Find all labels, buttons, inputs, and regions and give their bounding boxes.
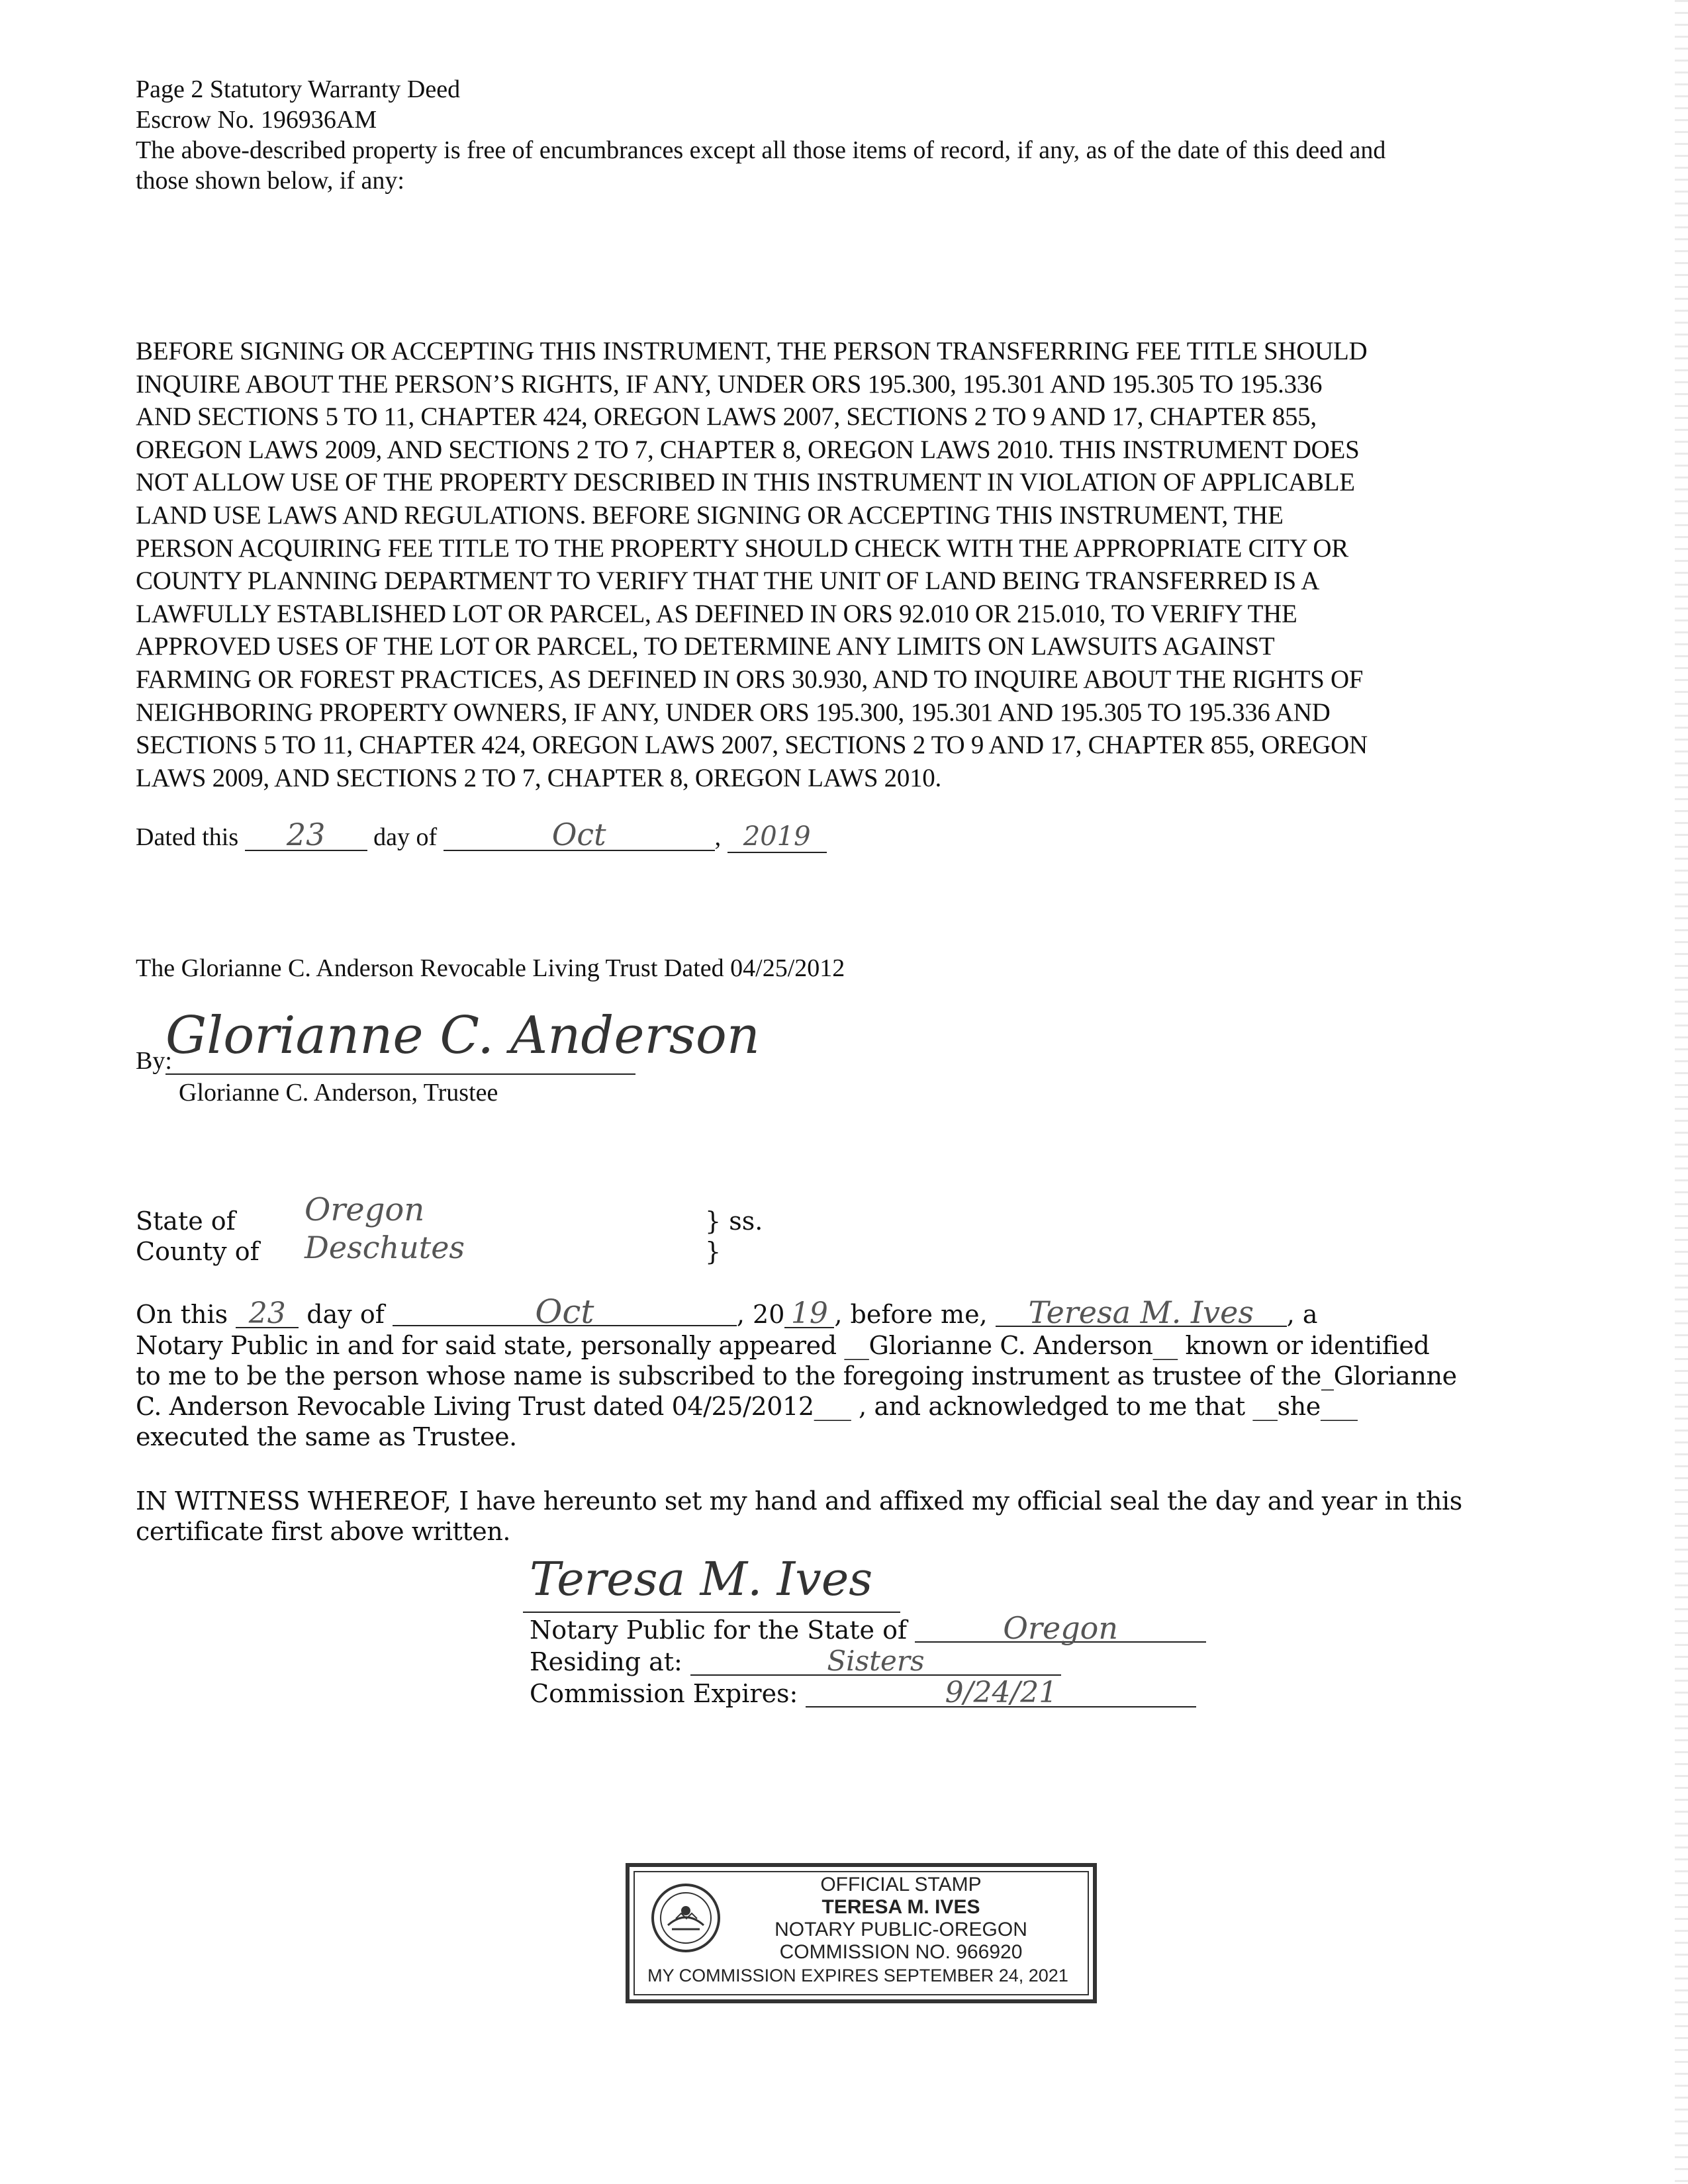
dated-month: Oct bbox=[444, 819, 715, 851]
state-value: Oregon bbox=[305, 1191, 425, 1228]
ss-mark: } ss. bbox=[705, 1206, 763, 1236]
dated-prefix: Dated this bbox=[136, 823, 239, 851]
notary-signature-line bbox=[523, 1612, 900, 1613]
warning-line: PERSON ACQUIRING FEE TITLE TO THE PROPERTY SHOULD CHECK WITH THE APPROPRIATE CITY OR bbox=[136, 533, 1348, 563]
signature-line bbox=[165, 1073, 635, 1075]
notary-public-label: Notary Public for the State of bbox=[530, 1615, 908, 1645]
stamp-text bbox=[729, 1874, 1073, 1964]
expires-label: Commission Expires: bbox=[530, 1679, 798, 1708]
year-prefix: , 20 bbox=[736, 1300, 785, 1329]
notary-day: 23 bbox=[236, 1300, 299, 1328]
warning-line: FARMING OR FOREST PRACTICES, AS DEFINED IN ORS 30.930, AND TO INQUIRE ABOUT THE RIGHTS OF bbox=[136, 664, 1364, 694]
warning-line: LAND USE LAWS AND REGULATIONS. BEFORE SIGNING OR ACCEPTING THIS INSTRUMENT, THE bbox=[136, 500, 1284, 529]
expires-line bbox=[530, 1678, 1196, 1709]
dated-year: 2019 bbox=[727, 821, 827, 853]
dated-comma: , bbox=[714, 823, 722, 851]
brace-mark: } bbox=[705, 1237, 722, 1266]
by-label: By: bbox=[136, 1047, 172, 1075]
notary-public-state: Oregon bbox=[915, 1615, 1206, 1643]
residing-value: Sisters bbox=[690, 1648, 1061, 1676]
notary-body-line: to me to be the person whose name is subscribed to the foregoing instrument as trustee of the_Glorianne bbox=[136, 1361, 1457, 1390]
signer-line: Glorianne C. Anderson, Trustee bbox=[179, 1079, 498, 1107]
witness-block bbox=[136, 1486, 1462, 1547]
scan-edge-artifact bbox=[1675, 0, 1688, 2184]
residing-label: Residing at: bbox=[530, 1647, 682, 1676]
notary-signature: Teresa M. Ives bbox=[530, 1552, 873, 1606]
warning-line: SECTIONS 5 TO 11, CHAPTER 424, OREGON LAWS 2007, SECTIONS 2 TO 9 AND 17, CHAPTER 855, OREGON bbox=[136, 731, 1368, 760]
stamp-line-1: OFFICIAL STAMP bbox=[820, 1874, 982, 1895]
page-header bbox=[136, 74, 1385, 196]
notary-body bbox=[136, 1330, 1457, 1452]
encumbrance-line-1: The above-described property is free of encumbrances except all those items of record, if any, as of the date of this deed and bbox=[136, 136, 1386, 164]
expires-value: 9/24/21 bbox=[806, 1680, 1196, 1707]
escrow-line: Escrow No. 196936AM bbox=[136, 106, 377, 134]
on-this-line bbox=[136, 1293, 1318, 1331]
warning-line: OREGON LAWS 2009, AND SECTIONS 2 TO 7, CHAPTER 8, OREGON LAWS 2010. THIS INSTRUMENT DOES bbox=[136, 435, 1360, 464]
dated-day: 23 bbox=[245, 819, 367, 851]
notary-body-line: executed the same as Trustee. bbox=[136, 1422, 517, 1451]
encumbrance-line-2: those shown below, if any: bbox=[136, 167, 404, 195]
warning-line: NOT ALLOW USE OF THE PROPERTY DESCRIBED IN THIS INSTRUMENT IN VIOLATION OF APPLICABLE bbox=[136, 468, 1355, 497]
warning-line: AND SECTIONS 5 TO 11, CHAPTER 424, OREGON LAWS 2007, SECTIONS 2 TO 9 AND 17, CHAPTER 855, bbox=[136, 402, 1317, 432]
warning-line: INQUIRE ABOUT THE PERSON’S RIGHTS, IF ANY, UNDER ORS 195.300, 195.301 AND 195.305 TO 195.336 bbox=[136, 369, 1323, 398]
oregon-seal-icon bbox=[649, 1882, 722, 1954]
witness-line: certificate first above written. bbox=[136, 1517, 511, 1546]
on-this: On this bbox=[136, 1300, 228, 1329]
notary-body-line: Notary Public in and for said state, personally appeared __Glorianne C. Anderson__ known or identified bbox=[136, 1331, 1430, 1360]
witness-line: IN WITNESS WHEREOF, I have hereunto set my hand and affixed my official seal the day and year in this bbox=[136, 1486, 1462, 1516]
residing-line bbox=[530, 1647, 1061, 1677]
notary-name: Teresa M. Ives bbox=[996, 1299, 1287, 1327]
notary-body-line: C. Anderson Revocable Living Trust dated 04/25/2012___ , and acknowledged to me that __she___ bbox=[136, 1392, 1358, 1421]
warning-line: COUNTY PLANNING DEPARTMENT TO VERIFY THAT THE UNIT OF LAND BEING TRANSFERRED IS A bbox=[136, 567, 1320, 596]
a-word: , a bbox=[1286, 1300, 1318, 1329]
stamp-line-2: TERESA M. IVES bbox=[821, 1896, 980, 1918]
official-stamp bbox=[626, 1863, 1097, 2003]
trust-name-line: The Glorianne C. Anderson Revocable Living Trust Dated 04/25/2012 bbox=[136, 954, 845, 982]
warning-line: BEFORE SIGNING OR ACCEPTING THIS INSTRUMENT, THE PERSON TRANSFERRING FEE TITLE SHOULD bbox=[136, 337, 1368, 365]
page-line: Page 2 Statutory Warranty Deed bbox=[136, 75, 461, 103]
stamp-line-5: MY COMMISSION EXPIRES SEPTEMBER 24, 2021 bbox=[647, 1966, 1068, 1985]
notary-public-line bbox=[530, 1610, 1206, 1646]
notary-month: Oct bbox=[393, 1298, 737, 1326]
warning-line: NEIGHBORING PROPERTY OWNERS, IF ANY, UNDER ORS 195.300, 195.301 AND 195.305 TO 195.336 AND bbox=[136, 698, 1331, 727]
dated-middle: day of bbox=[373, 823, 438, 851]
notary-year: 19 bbox=[784, 1300, 834, 1328]
warning-line: LAWFULLY ESTABLISHED LOT OR PARCEL, AS DEFINED IN ORS 92.010 OR 215.010, TO VERIFY THE bbox=[136, 599, 1297, 628]
warning-line: LAWS 2009, AND SECTIONS 2 TO 7, CHAPTER 8, OREGON LAWS 2010. bbox=[136, 763, 941, 792]
day-of: day of bbox=[306, 1300, 385, 1329]
state-label: State of bbox=[136, 1206, 236, 1236]
trustee-signature: Glorianne C. Anderson bbox=[165, 1006, 761, 1066]
county-label: County of bbox=[136, 1237, 259, 1266]
dated-line bbox=[136, 819, 827, 853]
statutory-warning bbox=[136, 335, 1368, 794]
county-value: Deschutes bbox=[305, 1230, 465, 1265]
stamp-line-4: COMMISSION NO. 966920 bbox=[779, 1941, 1023, 1963]
before-me: , before me, bbox=[834, 1300, 988, 1329]
warning-line: APPROVED USES OF THE LOT OR PARCEL, TO DETERMINE ANY LIMITS ON LAWSUITS AGAINST bbox=[136, 632, 1275, 661]
stamp-line-3: NOTARY PUBLIC-OREGON bbox=[774, 1919, 1027, 1940]
